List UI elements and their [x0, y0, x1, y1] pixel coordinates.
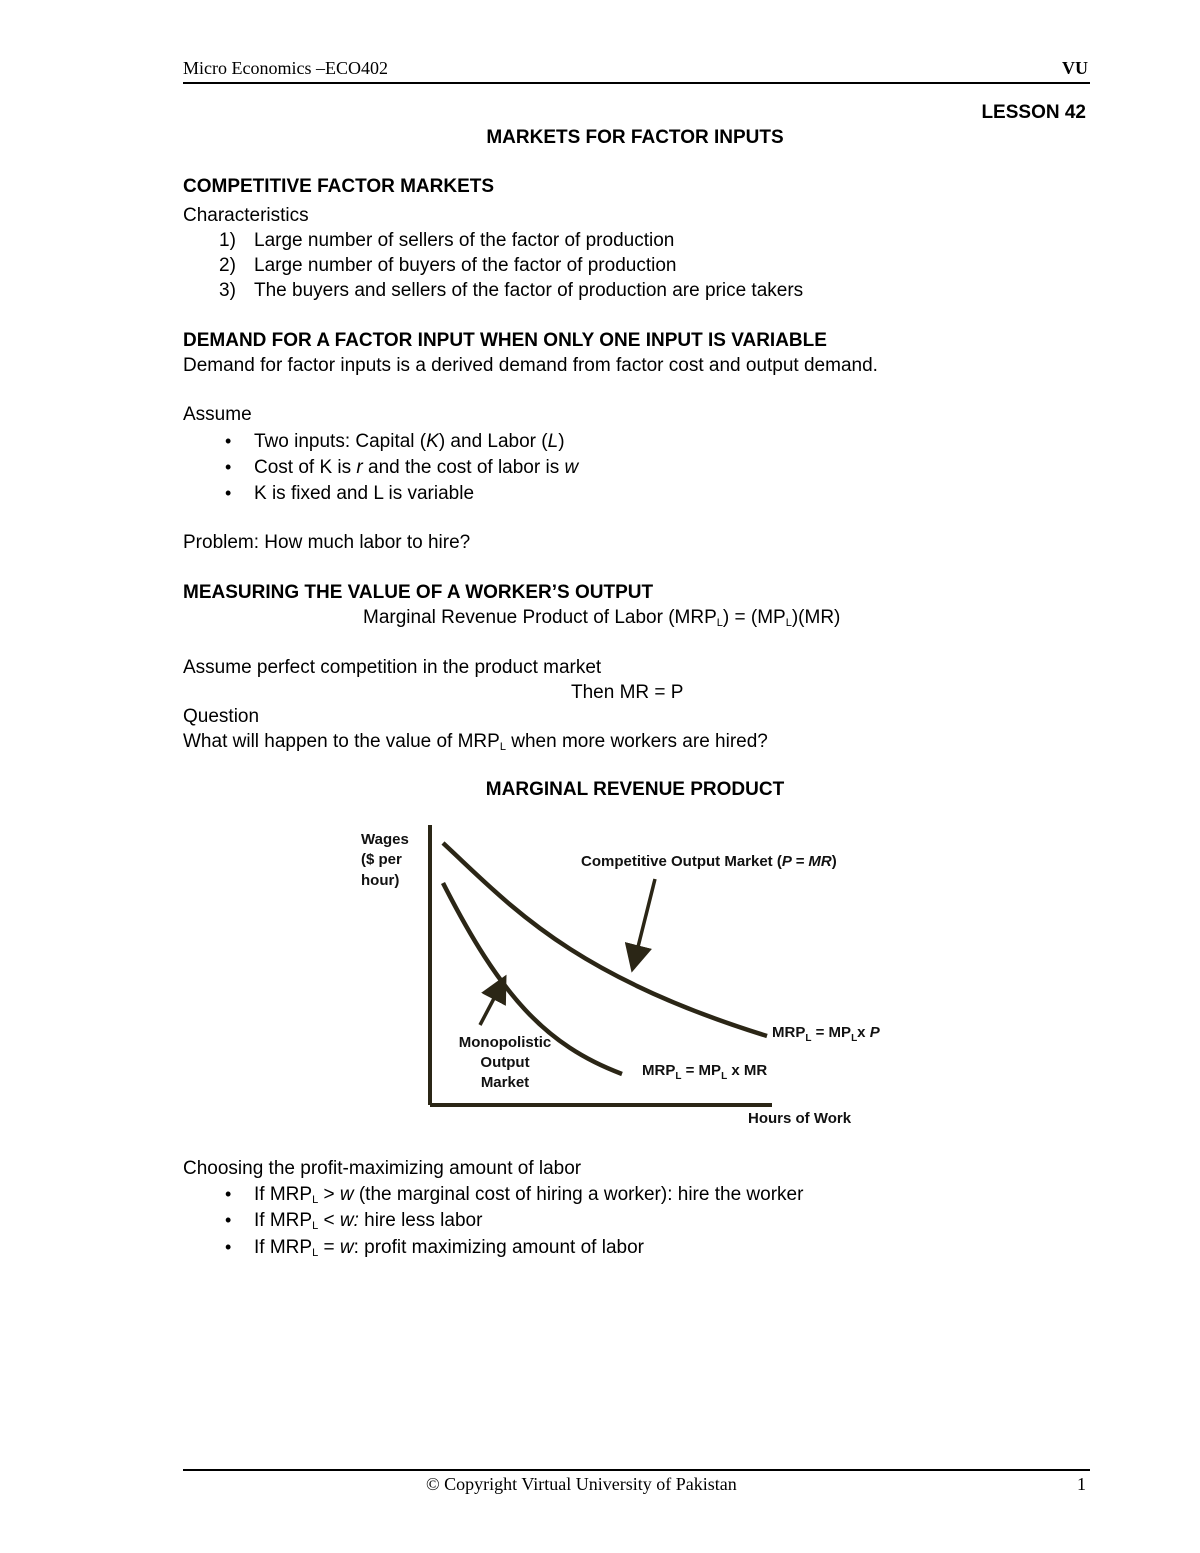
lesson-number: LESSON 42	[981, 102, 1086, 123]
perfect-competition-text: Assume perfect competition in the product market	[183, 657, 602, 678]
monopolistic-market-label: Market	[480, 1074, 530, 1091]
list-item: Large number of sellers of the factor of production	[254, 230, 675, 251]
y-axis-label-line: ($ per	[361, 851, 402, 868]
competitive-market-label: Competitive Output Market (P = MR)	[581, 853, 837, 870]
competitive-curve-label: $MRP_L = MP_Lx$ P	[772, 1024, 880, 1044]
bullet-icon: •	[225, 457, 232, 477]
course-title: Micro Economics –ECO402	[183, 58, 388, 78]
rule-hire-less: If $MRP_L < w$: hire less labor	[254, 1210, 483, 1232]
monopolistic-arrow	[480, 987, 500, 1025]
competitive-mrp-curve	[443, 843, 767, 1036]
x-axis-label: Hours of Work	[748, 1110, 852, 1127]
competitive-arrow	[635, 879, 655, 959]
footer-rule	[183, 1469, 1090, 1471]
assume-label: Assume	[183, 404, 252, 425]
list-item-num: 3)	[219, 280, 236, 301]
bullet-icon: •	[225, 431, 232, 451]
mrp-chart	[340, 815, 920, 1135]
list-item-num: 2)	[219, 255, 236, 276]
mrp-formula: Marginal Revenue Product of Labor $(MRP_L) = (MP_L)(MR)$	[363, 607, 841, 629]
list-item-num: 1)	[219, 230, 236, 251]
section-heading-demand: DEMAND FOR A FACTOR INPUT WHEN ONLY ONE INPUT IS VARIABLE	[183, 330, 827, 351]
mr-equals-p: Then MR = P	[571, 682, 684, 703]
rule-profit-max: If $MRP_L = w$: profit maximizing amount of labor	[254, 1237, 644, 1259]
section-heading-competitive: COMPETITIVE FACTOR MARKETS	[183, 176, 495, 197]
institution-abbrev: VU	[1062, 58, 1088, 78]
rule-hire: If $MRP_L > w$ (the marginal cost of hiring a worker): hire the worker	[254, 1184, 804, 1206]
derived-demand-text: Demand for factor inputs is a derived demand from factor cost and output demand.	[183, 355, 878, 376]
bullet-icon: •	[225, 1237, 232, 1257]
question-label: Question	[183, 706, 260, 727]
assumption-fixed: K is fixed and L is variable	[254, 483, 475, 504]
chart-title: MARGINAL REVENUE PRODUCT	[485, 779, 785, 800]
bullet-icon: •	[225, 1184, 232, 1204]
section-heading-measuring: MEASURING THE VALUE OF A WORKER’S OUTPUT	[183, 582, 654, 603]
bullet-icon: •	[225, 483, 232, 503]
monopolistic-curve-label: $MRP_L = MP_L$ x MR	[642, 1062, 768, 1082]
page-number: 1	[1077, 1474, 1086, 1494]
monopolistic-market-label: Output	[480, 1054, 530, 1071]
question-text: What will happen to the value of $MRP_L$ when more workers are hired?	[183, 731, 768, 753]
problem-text: Problem: How much labor to hire?	[183, 532, 471, 553]
page-header	[183, 56, 1090, 84]
bullet-icon: •	[225, 1210, 232, 1230]
copyright-text: © Copyright Virtual University of Pakistan	[426, 1474, 737, 1494]
monopolistic-market-label: Monopolistic	[458, 1034, 552, 1051]
assumption-costs: Cost of K is r and the cost of labor is w	[254, 457, 579, 478]
list-item: The buyers and sellers of the factor of production are price takers	[254, 280, 804, 301]
assumption-inputs: Two inputs: Capital (K) and Labor (L)	[254, 431, 565, 452]
list-item: Large number of buyers of the factor of production	[254, 255, 677, 276]
y-axis-label-line: Wages	[361, 831, 409, 848]
characteristics-label: Characteristics	[183, 205, 309, 226]
page-title: MARKETS FOR FACTOR INPUTS	[486, 127, 784, 148]
choosing-labor-text: Choosing the profit-maximizing amount of labor	[183, 1158, 582, 1179]
y-axis-label-line: hour)	[361, 872, 400, 889]
